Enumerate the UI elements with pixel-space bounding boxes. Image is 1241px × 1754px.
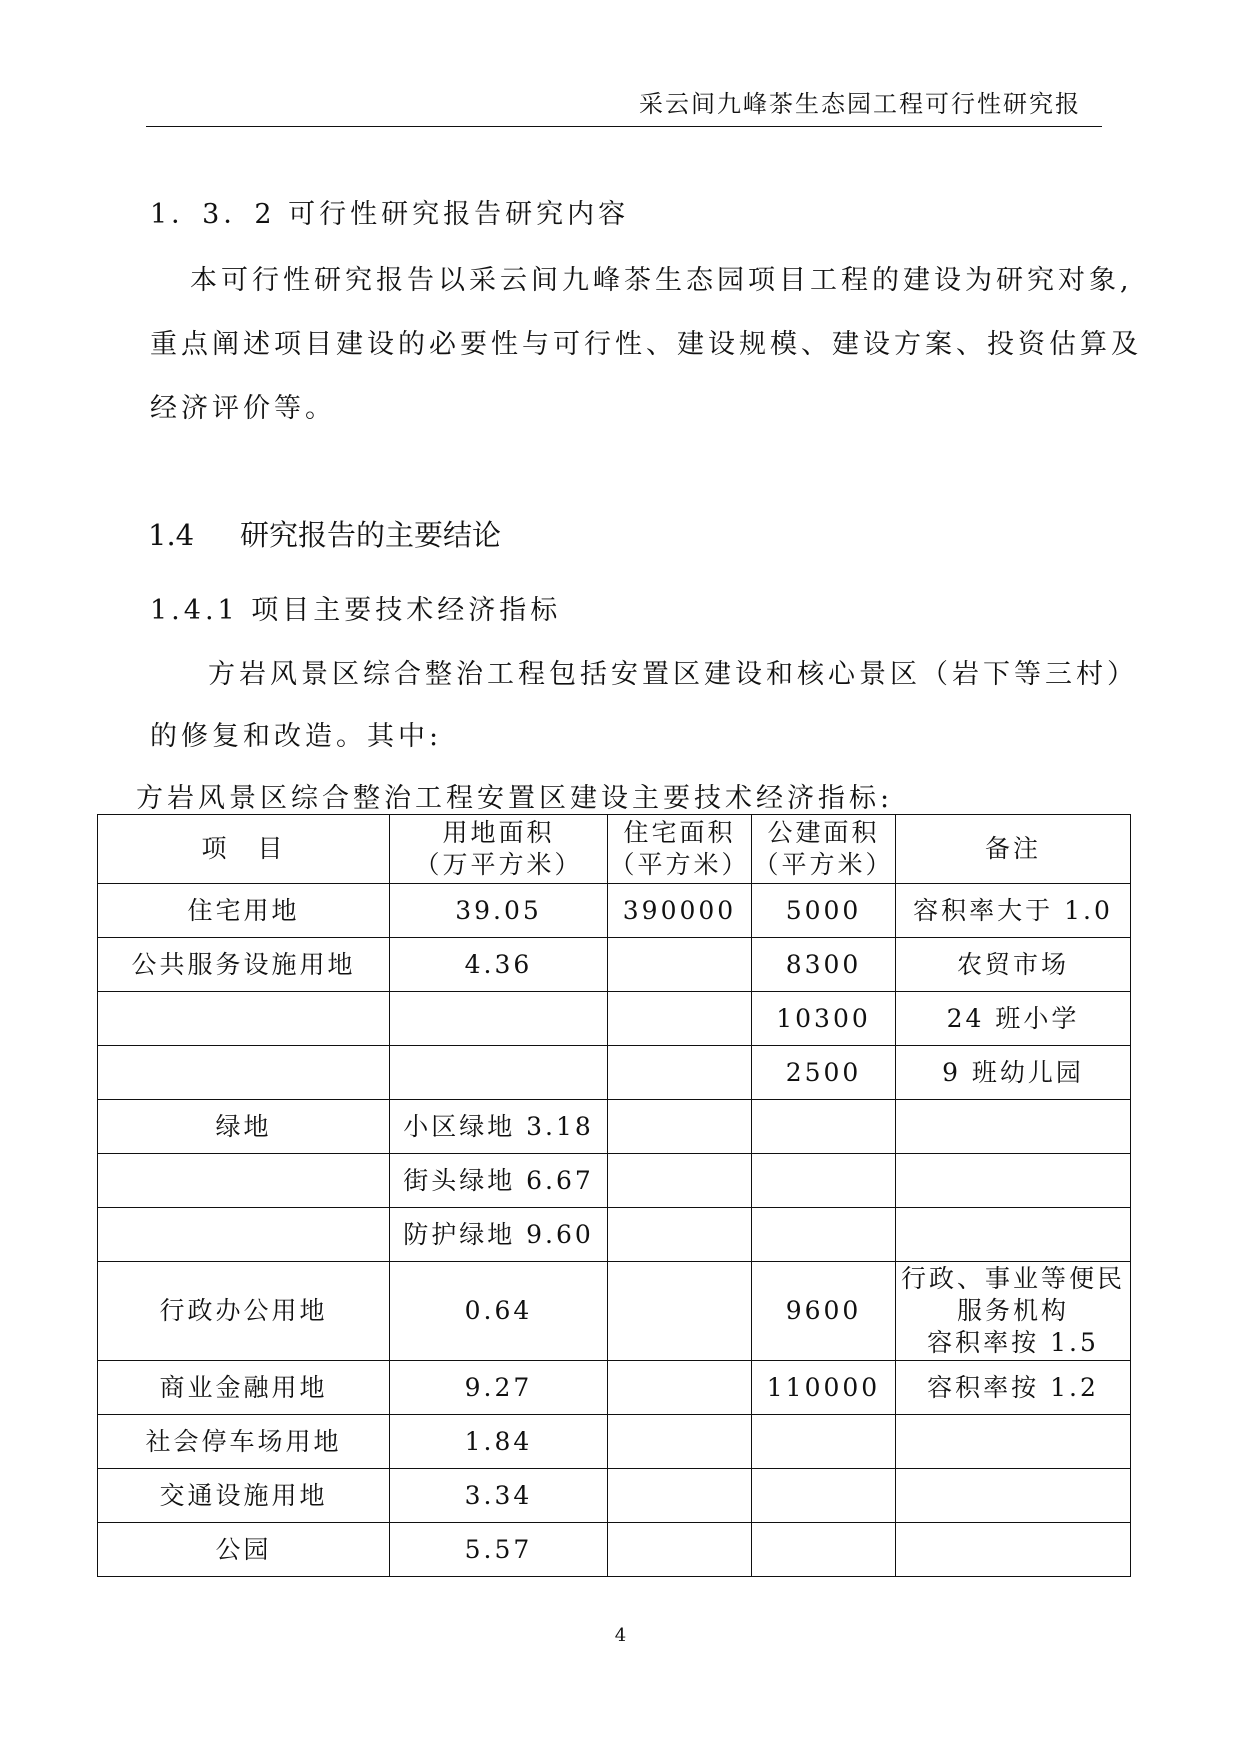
cell-item [98, 992, 390, 1046]
cell-land-area [390, 938, 608, 992]
cell-item [98, 1523, 390, 1577]
table-row [98, 1361, 1131, 1415]
cell-item-line: 行政办公用地 [159, 1296, 328, 1325]
table-row [98, 938, 1131, 992]
section-1-4-number: 1.4 [148, 518, 195, 552]
cell-residential-area [608, 1469, 752, 1523]
cell-item-line: 商业金融用地 [159, 1372, 328, 1402]
cell-remark-line: 9 班幼儿园 [942, 1057, 1084, 1087]
section-1-3-2-para-line-2: 重点阐述项目建设的必要性与可行性、建设规模、建设方案、投资估算及 [150, 329, 1142, 360]
cell-public-building-area [752, 938, 896, 992]
table-caption: 方岩风景区综合整治工程安置区建设主要技术经济指标: [136, 783, 894, 814]
cell-land-area-line: 5.57 [464, 1534, 533, 1564]
cell-remark-line: 容积率大于 1.0 [913, 895, 1113, 925]
table-row [98, 1262, 1131, 1361]
cell-land-area-line: 街头绿地 6.67 [403, 1165, 594, 1195]
cell-remark [896, 1262, 1131, 1361]
table-row [98, 1523, 1131, 1577]
cell-residential-area [608, 1415, 752, 1469]
section-1-4-heading [148, 513, 501, 554]
cell-land-area-line: 0.64 [464, 1296, 533, 1325]
cell-remark [896, 1415, 1131, 1469]
cell-land-area [390, 1262, 608, 1361]
cell-item [98, 884, 390, 938]
cell-remark [896, 1361, 1131, 1415]
table-row [98, 1100, 1131, 1154]
cell-land-area [390, 1100, 608, 1154]
header-rule [146, 126, 1102, 127]
cell-remark [896, 992, 1131, 1046]
cell-public-building-area-line: 2500 [785, 1057, 862, 1087]
cell-remark [896, 1523, 1131, 1577]
cell-residential-area [608, 1523, 752, 1577]
cell-land-area-line: 39.05 [455, 895, 542, 925]
cell-public-building-area-line: 5000 [785, 895, 862, 925]
cell-remark [896, 1154, 1131, 1208]
cell-residential-area [608, 992, 752, 1046]
header-residential-area-line: 住宅面积 [623, 818, 736, 847]
cell-item-line: 住宅用地 [187, 895, 300, 925]
running-header: 采云间九峰茶生态园工程可行性研究报 [639, 90, 1081, 118]
header-residential-area-line: （平方米） [609, 850, 750, 879]
cell-item-line: 交通设施用地 [159, 1480, 328, 1510]
cell-remark-line: 服务机构 [956, 1296, 1069, 1325]
cell-land-area-line: 4.36 [464, 949, 533, 979]
cell-public-building-area [752, 1208, 896, 1262]
section-1-4-title: 研究报告的主要结论 [240, 518, 502, 552]
cell-land-area [390, 1046, 608, 1100]
cell-residential-area [608, 884, 752, 938]
cell-residential-area [608, 938, 752, 992]
section-1-3-2-heading: 1．3．2 可行性研究报告研究内容 [150, 199, 630, 230]
cell-item-line: 社会停车场用地 [145, 1426, 342, 1456]
cell-public-building-area-line: 8300 [785, 949, 862, 979]
indicator-table-head [98, 815, 1131, 884]
cell-remark [896, 1100, 1131, 1154]
cell-public-building-area [752, 1100, 896, 1154]
cell-remark-line: 行政、事业等便民 [900, 1264, 1125, 1293]
cell-item [98, 1361, 390, 1415]
cell-residential-area [608, 1046, 752, 1100]
cell-public-building-area [752, 1523, 896, 1577]
cell-public-building-area [752, 1469, 896, 1523]
cell-land-area [390, 1208, 608, 1262]
cell-item [98, 1100, 390, 1154]
header-item [98, 815, 390, 884]
cell-residential-area [608, 1208, 752, 1262]
section-1-3-2-para-line-3: 经济评价等。 [150, 393, 336, 424]
cell-item-line: 公共服务设施用地 [131, 949, 356, 979]
cell-public-building-area [752, 1415, 896, 1469]
indicator-table [97, 814, 1131, 1577]
cell-item [98, 1154, 390, 1208]
cell-land-area [390, 1469, 608, 1523]
cell-item [98, 1046, 390, 1100]
cell-land-area [390, 1415, 608, 1469]
cell-remark-line: 24 班小学 [946, 1003, 1080, 1033]
cell-land-area-line: 9.27 [464, 1372, 533, 1402]
cell-public-building-area [752, 992, 896, 1046]
cell-public-building-area [752, 1262, 896, 1361]
cell-land-area [390, 1154, 608, 1208]
table-row [98, 1154, 1131, 1208]
header-public-building-area-line: 公建面积 [767, 818, 880, 847]
cell-item-line: 绿地 [215, 1111, 272, 1141]
cell-land-area [390, 884, 608, 938]
cell-land-area [390, 1523, 608, 1577]
cell-remark [896, 938, 1131, 992]
header-land-area-line: （万平方米） [414, 850, 583, 879]
table-header-row [98, 815, 1131, 884]
header-public-building-area-line: （平方米） [753, 850, 894, 879]
cell-public-building-area [752, 884, 896, 938]
cell-remark-line: 农贸市场 [956, 949, 1069, 979]
cell-land-area-line: 3.34 [464, 1480, 533, 1510]
cell-residential-area [608, 1361, 752, 1415]
table-row [98, 884, 1131, 938]
section-1-3-2-para-line-1: 本可行性研究报告以采云间九峰茶生态园项目工程的建设为研究对象, [190, 265, 1133, 296]
cell-residential-area [608, 1262, 752, 1361]
table-row [98, 1046, 1131, 1100]
cell-remark [896, 1208, 1131, 1262]
cell-remark [896, 1046, 1131, 1100]
table-row [98, 1415, 1131, 1469]
cell-remark [896, 1469, 1131, 1523]
header-item-line: 项 目 [201, 834, 286, 863]
cell-remark-line: 容积率按 1.5 [927, 1328, 1099, 1357]
cell-land-area-line: 防护绿地 9.60 [403, 1219, 594, 1249]
cell-public-building-area-line: 110000 [766, 1372, 881, 1402]
header-remark-line: 备注 [984, 834, 1041, 863]
table-row [98, 1469, 1131, 1523]
cell-item [98, 1262, 390, 1361]
header-land-area [390, 815, 608, 884]
cell-residential-area [608, 1100, 752, 1154]
cell-item [98, 1208, 390, 1262]
cell-item [98, 1415, 390, 1469]
cell-item [98, 1469, 390, 1523]
page-number: 4 [614, 1625, 627, 1646]
cell-land-area-line: 1.84 [464, 1426, 533, 1456]
header-public-building-area [752, 815, 896, 884]
cell-residential-area-line: 390000 [622, 895, 737, 925]
cell-remark [896, 884, 1131, 938]
cell-public-building-area [752, 1154, 896, 1208]
table-row [98, 992, 1131, 1046]
table-row [98, 1208, 1131, 1262]
cell-public-building-area [752, 1361, 896, 1415]
section-1-4-1-para-line-1: 方岩风景区综合整治工程包括安置区建设和核心景区（岩下等三村） [208, 659, 1138, 690]
header-residential-area [608, 815, 752, 884]
cell-residential-area [608, 1154, 752, 1208]
cell-land-area [390, 992, 608, 1046]
header-remark [896, 815, 1131, 884]
header-land-area-line: 用地面积 [442, 818, 555, 847]
section-1-4-1-heading: 1.4.1 项目主要技术经济指标 [150, 595, 562, 626]
cell-item-line: 公园 [215, 1534, 272, 1564]
cell-item [98, 938, 390, 992]
cell-land-area-line: 小区绿地 3.18 [403, 1111, 594, 1141]
cell-remark-line: 容积率按 1.2 [927, 1372, 1099, 1402]
cell-public-building-area-line: 10300 [776, 1003, 871, 1033]
cell-public-building-area [752, 1046, 896, 1100]
cell-public-building-area-line: 9600 [785, 1296, 862, 1325]
section-1-4-1-para-line-2: 的修复和改造。其中: [150, 721, 443, 752]
cell-land-area [390, 1361, 608, 1415]
indicator-table-body [98, 884, 1131, 1577]
